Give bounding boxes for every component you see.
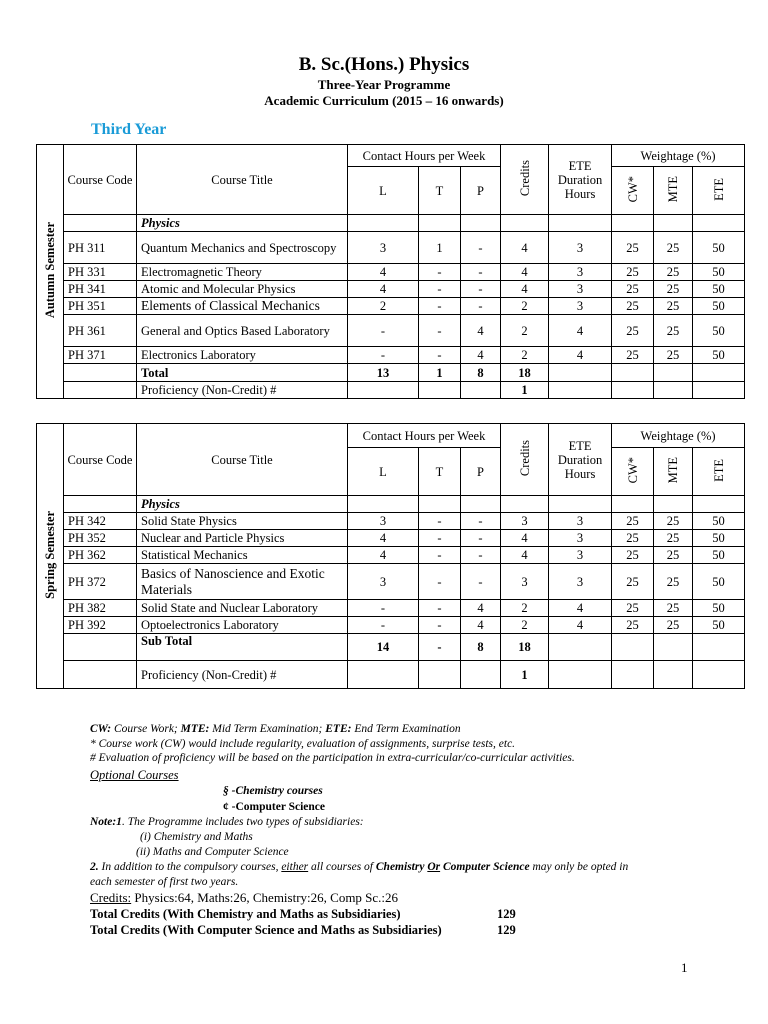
table-row: PH 362 Statistical Mechanics 4 - - 4 3 25 25 50	[37, 547, 745, 564]
computer-science-symbol-note: ¢ -Computer Science	[223, 801, 325, 813]
total-row: Sub Total 14 - 8 18	[37, 634, 745, 661]
programme-subtitle: Three-Year Programme	[317, 77, 451, 92]
total-credits-computer-science: Total Credits (With Computer Science and Maths as Subsidiaries) 129	[90, 923, 516, 937]
coursework-note: * Course work (CW) would include regularity, evaluation of assignments, surprise tests, etc.	[90, 738, 516, 750]
course-title-header: Course Title	[137, 424, 348, 496]
document-title: B. Sc.(Hons.) Physics	[298, 54, 470, 75]
table-row: PH 371 Electronics Laboratory - - 4 2 4 25 25 50	[37, 347, 745, 364]
weightage-header: Weightage (%)	[612, 145, 745, 167]
table-row: PH 392 Optoelectronics Laboratory - - 4 2 4 25 25 50	[37, 617, 745, 634]
cw-header: CW*	[612, 167, 654, 215]
table-row: PH 311 Quantum Mechanics and Spectroscopy 3 1 - 4 3 25 25 50	[37, 232, 745, 264]
autumn-semester-table	[36, 144, 745, 399]
note-2: 2. In addition to the compulsory courses, either all courses of Chemistry Or Computer Science may only be opted in	[90, 861, 629, 873]
total-row: Total 13 1 8 18	[37, 364, 745, 382]
table-row: PH 331 Electromagnetic Theory 4 - - 4 3 25 25 50	[37, 264, 745, 281]
chemistry-symbol-note: § -Chemistry courses	[223, 785, 323, 797]
credits-header: Credits	[501, 424, 549, 496]
table-row: PH 351 Elements of Classical Mechanics 2 - - 2 3 25 25 50	[37, 298, 745, 315]
course-code-header: Course Code	[64, 145, 137, 215]
l-header: L	[348, 167, 419, 215]
p-header: P	[461, 167, 501, 215]
note-2-continued: each semester of first two years.	[90, 876, 239, 888]
year-heading: Third Year	[91, 121, 167, 138]
t-header: T	[419, 167, 461, 215]
ete-header: ETE	[693, 448, 745, 496]
credits-breakdown: Credits: Physics:64, Maths:26, Chemistry:26, Comp Sc.:26	[90, 890, 399, 905]
table-row: PH 352 Nuclear and Particle Physics 4 - - 4 3 25 25 50	[37, 530, 745, 547]
group-label: Physics	[137, 496, 348, 513]
subsidiary-option-1: (i) Chemistry and Maths	[140, 831, 253, 843]
proficiency-note: # Evaluation of proficiency will be based on the participation in extra-curricular/co-curricular activities.	[90, 752, 575, 764]
page-number: 1	[681, 960, 688, 975]
credits-header: Credits	[501, 145, 549, 215]
weightage-header: Weightage (%)	[612, 424, 745, 448]
table-row: PH 342 Solid State Physics 3 - - 3 3 25 25 50	[37, 513, 745, 530]
cw-header: CW*	[612, 448, 654, 496]
table-row: PH 372 Basics of Nanoscience and Exotic Materials 3 - - 3 3 25 25 50	[37, 564, 745, 600]
subsidiary-option-2: (ii) Maths and Computer Science	[136, 846, 289, 858]
curriculum-subtitle: Academic Curriculum (2015 – 16 onwards)	[264, 93, 504, 108]
ete-header: ETE	[693, 167, 745, 215]
table-row: PH 341 Atomic and Molecular Physics 4 - - 4 3 25 25 50	[37, 281, 745, 298]
autumn-semester-label: Autumn Semester	[37, 145, 64, 399]
contact-hours-header: Contact Hours per Week	[348, 145, 501, 167]
mte-header: MTE	[654, 448, 693, 496]
p-header: P	[461, 448, 501, 496]
course-title-header: Course Title	[137, 145, 348, 215]
contact-hours-header: Contact Hours per Week	[348, 424, 501, 448]
note-1: Note:1. The Programme includes two types of subsidiaries:	[90, 816, 364, 828]
optional-courses-heading: Optional Courses	[90, 768, 179, 782]
course-code-header: Course Code	[64, 424, 137, 496]
proficiency-row: Proficiency (Non-Credit) # 1	[37, 661, 745, 689]
mte-header: MTE	[654, 167, 693, 215]
t-header: T	[419, 448, 461, 496]
ete-duration-header: ETE Duration Hours	[549, 424, 612, 496]
table-row: PH 361 General and Optics Based Laboratory - - 4 2 4 25 25 50	[37, 315, 745, 347]
proficiency-row: Proficiency (Non-Credit) # 1	[37, 382, 745, 399]
total-credits-chemistry: Total Credits (With Chemistry and Maths as Subsidiaries) 129	[90, 907, 516, 921]
group-label: Physics	[137, 215, 348, 232]
l-header: L	[348, 448, 419, 496]
spring-semester-table	[36, 423, 745, 689]
spring-semester-label: Spring Semester	[37, 424, 64, 689]
table-row: PH 382 Solid State and Nuclear Laboratory - - 4 2 4 25 25 50	[37, 600, 745, 617]
abbreviation-legend: CW: Course Work; MTE: Mid Term Examination; ETE: End Term Examination	[90, 723, 461, 735]
ete-duration-header: ETE Duration Hours	[549, 145, 612, 215]
